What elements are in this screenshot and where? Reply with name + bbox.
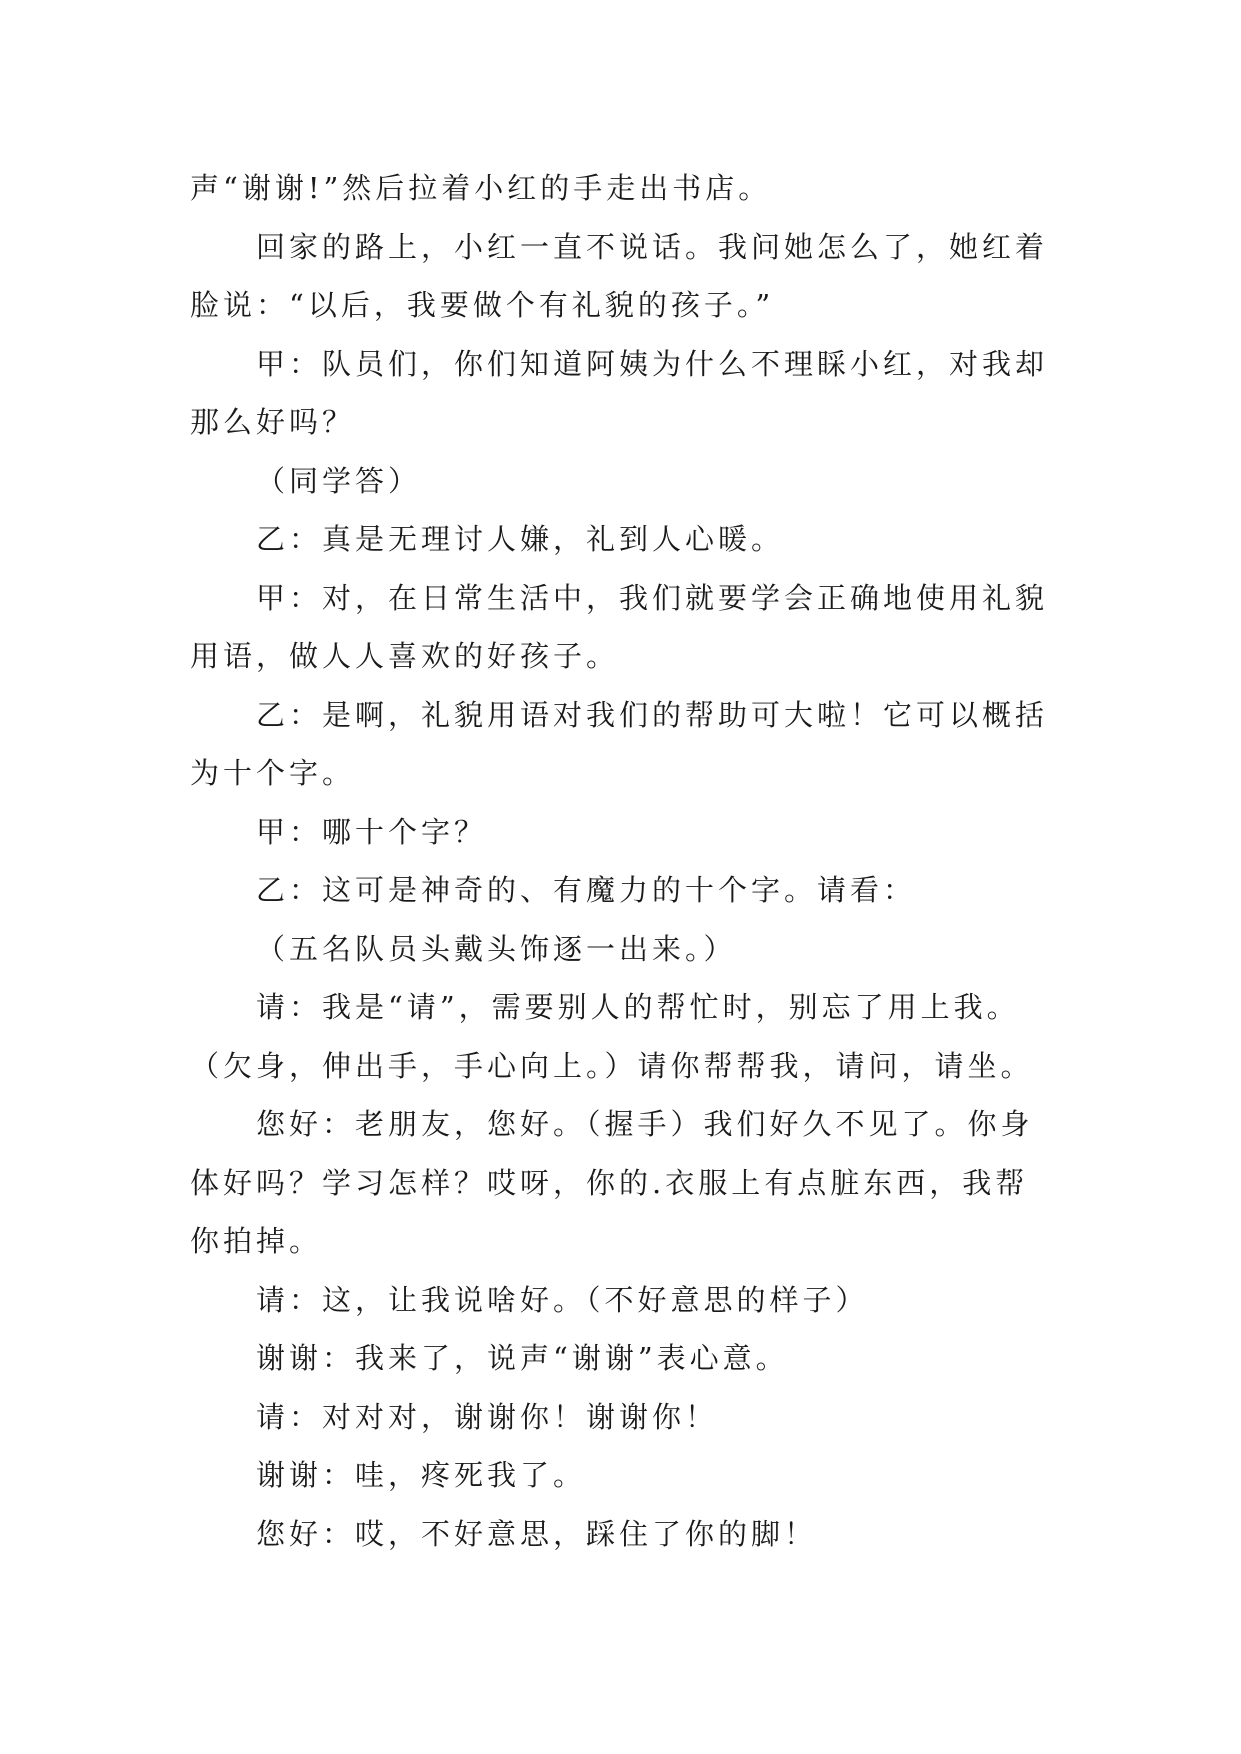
text-line: 声“谢谢!”然后拉着小红的手走出书店。	[190, 171, 772, 205]
text-line: 为十个字。	[190, 756, 356, 790]
text-line: 甲：哪十个字？	[256, 814, 488, 849]
text-line: 谢谢：我来了，说声“谢谢”表心意。	[256, 1341, 789, 1375]
document-body	[190, 159, 1060, 1563]
text-line: 脸说：“以后，我要做个有礼貌的孩子。”	[190, 288, 775, 322]
text-line: 那么好吗？	[190, 405, 356, 439]
text-line: （同学答）	[256, 463, 422, 498]
text-line: 乙：这可是神奇的、有魔力的十个字。请看：	[256, 873, 917, 907]
text-line: 甲：对，在日常生活中，我们就要学会正确地使用礼貌	[256, 580, 1049, 615]
text-line: 乙：是啊，礼貌用语对我们的帮助可大啦！它可以概括	[256, 697, 1049, 732]
text-line: 谢谢：哇，疼死我了。	[256, 1458, 587, 1492]
text-line: 您好：哎，不好意思，踩住了你的脚！	[256, 1516, 818, 1551]
text-line: 乙：真是无理讨人嫌，礼到人心暖。	[256, 522, 785, 556]
text-line: 您好：老朋友，您好。（握手）我们好久不见了。你身	[256, 1107, 1034, 1141]
text-line: 请：这，让我说啥好。（不好意思的样子）	[256, 1282, 869, 1317]
text-line: 你拍掉。	[190, 1224, 323, 1258]
text-line: 请：对对对，谢谢你！谢谢你！	[256, 1399, 719, 1434]
text-line: （五名队员头戴头饰逐一出来。）	[256, 931, 737, 966]
text-line: 回家的路上，小红一直不说话。我问她怎么了，她红着	[256, 229, 1049, 264]
text-line: 体好吗？学习怎样？哎呀，你的.衣服上有点脏东西，我帮	[190, 1165, 1029, 1200]
text-line: （欠身，伸出手，手心向上。）请你帮帮我，请问，请坐。	[190, 1048, 1034, 1083]
text-line: 请：我是“请”，需要别人的帮忙时，别忘了用上我。	[256, 990, 1020, 1024]
text-line: 用语，做人人喜欢的好孩子。	[190, 639, 620, 673]
text-line: 甲：队员们，你们知道阿姨为什么不理睬小红，对我却	[256, 346, 1049, 381]
